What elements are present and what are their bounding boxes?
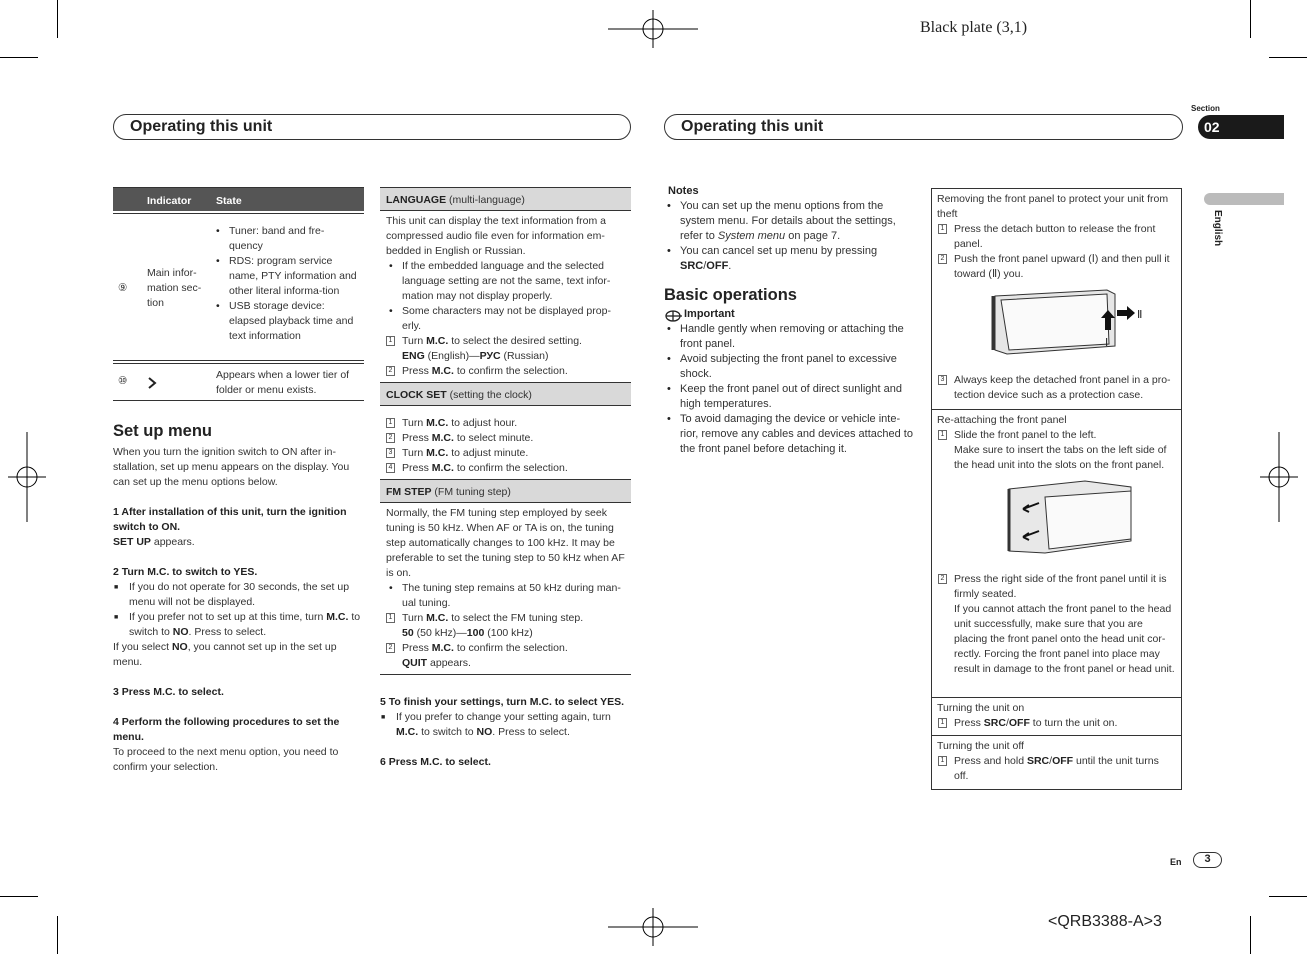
list-item: 1 Slide the front panel to the left. Make sure to insert the tabs on the left side of the head unit into the slots on the front panel. — [932, 428, 1176, 473]
step-1-title: 1 After installation of this unit, turn the ignition switch to ON. — [113, 506, 347, 533]
step-3-title: 3 Press M.C. to select. — [113, 686, 224, 698]
procedures-table — [931, 188, 1182, 790]
page-header-left: Operating this unit — [113, 114, 631, 140]
direction-I-label: Ⅰ — [1105, 337, 1109, 349]
row-number: ⑩ — [118, 375, 128, 387]
fmstep-desc: Normally, the FM tuning step employed by seek tuning is 50 kHz. When AF or TA is on, the tuning step automatically changes to 100 kHz. It may be preferable to set the tuning step to 50 kHz when AF is on. — [386, 507, 625, 579]
remove-steps — [932, 222, 1176, 282]
registration-mark-bottom — [608, 908, 698, 946]
list-item: • Tuner: band and fre-quency — [213, 224, 358, 254]
list-item: • Keep the front panel out of direct sunlight and high temperatures. — [664, 382, 914, 412]
turn-on-title: Turning the unit on — [937, 702, 1025, 714]
notes-list — [664, 199, 914, 274]
list-item: • If the embedded language and the selected language setting are not the same, text infor-mation may not display properly. — [386, 259, 625, 304]
list-item: • You can cancel set up menu by pressing SRC/OFF. — [664, 244, 914, 274]
remove-steps-2 — [932, 373, 1176, 403]
list-item: ■ If you do not operate for 30 seconds, the set up menu will not be displayed. — [113, 580, 364, 610]
fmstep-steps — [380, 611, 625, 671]
turn-off-steps — [932, 754, 1176, 784]
clock-header: CLOCK SET (setting the clock) — [380, 382, 631, 406]
step-5-title: 5 To finish your settings, turn M.C. to select YES. — [380, 696, 625, 708]
table-row — [113, 363, 364, 401]
page-header-right: Operating this unit — [664, 114, 1183, 140]
registration-mark-top — [608, 10, 698, 48]
reattach-panel-cell — [932, 410, 1181, 698]
list-item: 2 Push the front panel upward (Ⅰ) and then pull it toward (Ⅱ) you. — [932, 252, 1176, 282]
step-5-notes — [380, 710, 631, 740]
setup-section — [113, 424, 364, 775]
list-item: 3 Turn M.C. to adjust minute. — [380, 446, 631, 461]
list-item: 2 Press M.C. to confirm the selection. QUIT appears. — [380, 641, 625, 671]
step-2-text: If you select NO, you cannot set up in the set up menu. — [113, 641, 337, 668]
row-number: ⑨ — [118, 282, 128, 294]
table-header — [113, 187, 364, 211]
list-item: 1 Press and hold SRC/OFF until the unit turns off. — [932, 754, 1176, 784]
fmstep-body — [380, 503, 631, 675]
language-header: LANGUAGE (multi-language) — [380, 187, 631, 211]
row-indicator: Main infor-mation sec-tion — [147, 267, 202, 309]
list-item: ■ If you prefer not to set up at this time, turn M.C. to switch to NO. Press to select. — [113, 610, 364, 640]
list-item: 1 Turn M.C. to select the desired setting. ENG (English)—РУС (Russian) — [380, 334, 625, 364]
list-item: 1 Turn M.C. to adjust hour. — [380, 416, 631, 431]
list-item: 1 Press the detach button to release the front panel. — [932, 222, 1176, 252]
step-6-title: 6 Press M.C. to select. — [380, 756, 491, 768]
crop-mark — [0, 57, 38, 58]
document-code: <QRB3388-A>3 — [1048, 913, 1162, 930]
important-list — [664, 322, 914, 457]
crop-mark — [1250, 916, 1251, 954]
notes-column — [664, 184, 914, 457]
settings-column — [380, 187, 631, 770]
list-item: 3 Always keep the detached front panel in a pro-tection device such as a protection case. — [932, 373, 1176, 403]
crop-mark — [1269, 57, 1307, 58]
crop-mark — [57, 0, 58, 38]
turn-on-steps — [932, 716, 1176, 731]
language-steps — [380, 334, 625, 379]
table-row — [113, 213, 364, 361]
remove-panel-cell — [932, 189, 1181, 410]
remove-title: Removing the front panel to protect your unit from theft — [937, 193, 1169, 220]
important-icon — [664, 308, 684, 322]
language-body — [380, 211, 631, 379]
reattach-panel-illustration — [1005, 479, 1135, 559]
folder-tier-icon — [147, 377, 157, 389]
language-desc: This unit can display the text information from a compressed audio file even for information em-bedded in English or Russian. — [386, 215, 607, 257]
basic-operations-title: Basic operations — [664, 286, 797, 304]
direction-II-label: Ⅱ — [1137, 309, 1143, 321]
list-item: 2 Press M.C. to confirm the selection. — [380, 364, 625, 379]
list-item: 2 Press M.C. to select minute. — [380, 431, 631, 446]
row-state-list — [213, 224, 358, 344]
turn-off-title: Turning the unit off — [937, 740, 1024, 752]
list-item: • RDS: program service name, PTY information and other literal informa-tion — [213, 254, 358, 299]
list-item: • Avoid subjecting the front panel to excessive shock. — [664, 352, 914, 382]
registration-mark-right — [1260, 432, 1298, 522]
reattach-steps-2 — [932, 572, 1176, 677]
setup-intro: When you turn the ignition switch to ON after in-stallation, set up menu appears on the display. You can set up the menu options below. — [113, 446, 350, 488]
indicator-table — [113, 187, 364, 401]
turn-off-cell — [932, 736, 1181, 789]
remove-panel-illustration — [987, 288, 1147, 360]
list-item: 1 Turn M.C. to select the FM tuning step. 50 (50 kHz)—100 (100 kHz) — [380, 611, 625, 641]
language-tab-label: English — [1212, 210, 1223, 247]
list-item: 4 Press M.C. to confirm the selection. — [380, 461, 631, 476]
step-1-text: SET UP appears. — [113, 536, 195, 548]
crop-mark — [1269, 896, 1307, 897]
list-item: • The tuning step remains at 50 kHz during man-ual tuning. — [386, 581, 625, 611]
registration-mark-left — [8, 432, 46, 522]
list-item: • USB storage device: elapsed playback time and text information — [213, 299, 358, 344]
page-number: 3 — [1193, 852, 1222, 868]
important-label: Important — [664, 307, 914, 322]
header-indicator: Indicator — [147, 195, 192, 207]
list-item: • Some characters may not be displayed prop-erly. — [386, 304, 625, 334]
row-state: Appears when a lower tier of folder or menu exists. — [216, 369, 350, 396]
reattach-title: Re-attaching the front panel — [937, 414, 1067, 426]
fmstep-header: FM STEP (FM tuning step) — [380, 479, 631, 503]
section-number: 02 — [1198, 115, 1284, 139]
fmstep-notes — [386, 581, 625, 611]
list-item: • Handle gently when removing or attaching the front panel. — [664, 322, 914, 352]
step-4-title: 4 Perform the following procedures to set the menu. — [113, 716, 340, 743]
header-state: State — [216, 195, 242, 207]
list-item: ■ If you prefer to change your setting again, turn M.C. to switch to NO. Press to select. — [380, 710, 631, 740]
language-notes — [386, 259, 625, 334]
list-item: 2 Press the right side of the front panel until it is firmly seated. If you cannot attach the front panel to the head unit successfully, make sure that you are placing the front panel onto the head unit cor-rectly. Forcing the front panel into place may result in damage to the front panel or head unit. — [932, 572, 1176, 677]
crop-mark — [1250, 0, 1251, 38]
plate-label: Black plate (3,1) — [920, 19, 1028, 36]
step-2-title: 2 Turn M.C. to switch to YES. — [113, 566, 258, 578]
language-tab — [1204, 193, 1284, 205]
notes-title: Notes — [668, 185, 699, 197]
step-4-text: To proceed to the next menu option, you need to confirm your selection. — [113, 746, 339, 773]
list-item: • To avoid damaging the device or vehicle inte-rior, remove any cables and devices attached to the front panel before detaching it. — [664, 412, 914, 457]
crop-mark — [0, 896, 38, 897]
clock-steps — [380, 406, 631, 476]
section-label: Section — [1191, 104, 1220, 113]
crop-mark — [57, 916, 58, 954]
step-2-notes — [113, 580, 364, 640]
reattach-steps — [932, 428, 1176, 473]
list-item: • You can set up the menu options from the system menu. For details about the settings, refer to System menu on page 7. — [664, 199, 914, 244]
list-item: 1 Press SRC/OFF to turn the unit on. — [932, 716, 1176, 731]
setup-title: Set up menu — [113, 422, 213, 440]
page-language: En — [1170, 857, 1182, 867]
turn-on-cell — [932, 698, 1181, 736]
